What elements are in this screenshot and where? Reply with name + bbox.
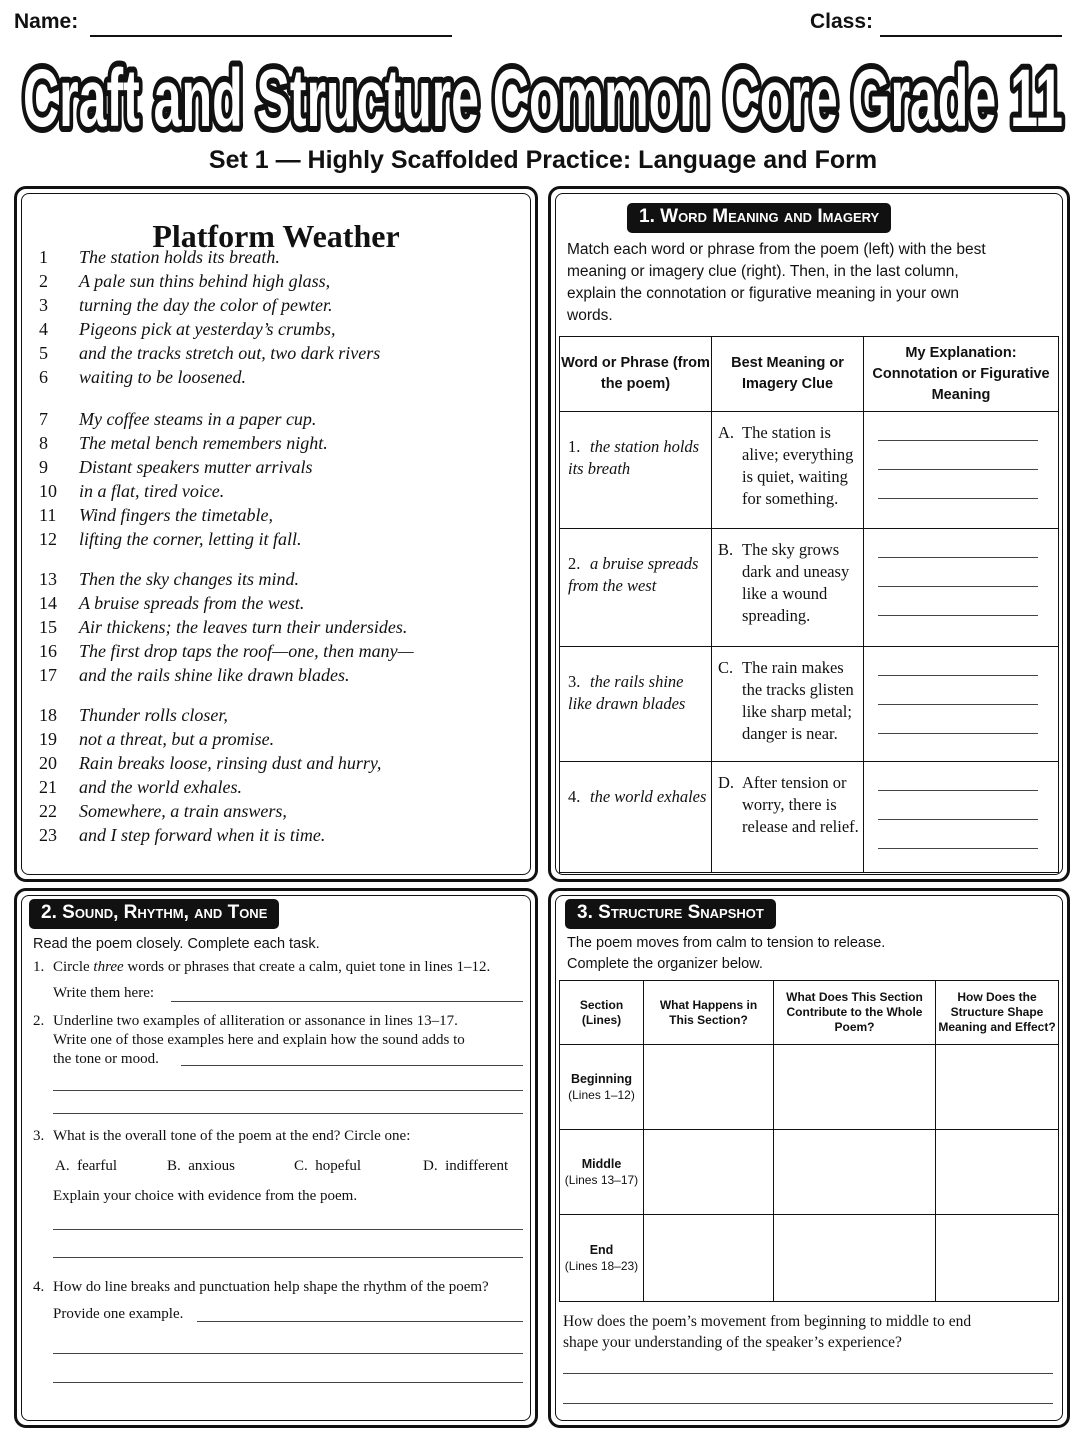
clue-cell: D. After tension or worry, there is release and relief. [712, 762, 864, 873]
student-info-row [14, 10, 1062, 40]
poem-title: Platform Weather [152, 218, 400, 254]
poem-line-number: 5 [39, 343, 48, 363]
poem-line-text: The metal bench remembers night. [79, 433, 328, 453]
poem-line-number: 21 [39, 777, 57, 797]
answer-cell[interactable] [936, 1130, 1059, 1215]
poem-line-text: My coffee steams in a paper cup. [79, 409, 317, 429]
sound-rhythm-panel [14, 888, 538, 1428]
table-row [560, 412, 1059, 529]
answer-cell[interactable] [644, 1130, 774, 1215]
poem-line-text: waiting to be loosened. [79, 367, 246, 387]
poem-line-text: and the world exhales. [79, 777, 242, 797]
choice-c[interactable]: C. hopeful [294, 1158, 362, 1174]
structure-panel [548, 888, 1070, 1428]
q2-answer-line[interactable] [53, 1113, 523, 1114]
poem-line-number: 4 [39, 319, 48, 339]
explanation-cell[interactable] [864, 529, 1059, 647]
reflection-answer-line[interactable] [563, 1373, 1053, 1374]
clue-cell: A. The station is alive; everything is quiet, waiting for something. [712, 412, 864, 529]
col-header-section: Section (Lines) [560, 981, 644, 1045]
poem-line-text: turning the day the color of pewter. [79, 295, 333, 315]
answer-cell[interactable] [774, 1215, 936, 1302]
table-row [560, 1045, 1059, 1130]
reflection-question: How does the poem’s movement from beginning to middle to end shape your understanding of the speaker’s experience? [563, 1313, 972, 1351]
explanation-cell[interactable] [864, 412, 1059, 529]
answer-cell[interactable] [774, 1045, 936, 1130]
poem-line-text: The first drop taps the roof—one, then many— [79, 641, 414, 661]
name-blank[interactable] [90, 35, 452, 37]
worksheet-subtitle: Set 1 — Highly Scaffolded Practice: Language and Form [208, 146, 878, 174]
question-2: 2. Underline two examples of alliteration or assonance in lines 13–17. Write one of those examples here and explain how the sound adds to the tone or mood. [33, 1013, 465, 1067]
worksheet-title [0, 46, 1086, 142]
word-meaning-panel [548, 186, 1070, 882]
poem-line-number: 19 [39, 729, 57, 749]
poem-line-number: 22 [39, 801, 57, 821]
phrase-cell: 1. the station holds its breath [560, 412, 712, 529]
section3-intro: The poem moves from calm to tension to release. Complete the organizer below. [567, 935, 886, 972]
col-header-word: Word or Phrase (from the poem) [560, 337, 712, 412]
poem-line-number: 16 [39, 641, 57, 661]
poem-line-text: Air thickens; the leaves turn their undersides. [79, 617, 408, 637]
table-row [560, 529, 1059, 647]
row-label-middle: Middle (Lines 13–17) [560, 1130, 644, 1215]
poem-line-text: A pale sun thins behind high glass, [79, 271, 331, 291]
poem-line-text: Thunder rolls closer, [79, 705, 228, 725]
poem-line-number: 17 [39, 665, 57, 685]
clue-cell: B. The sky grows dark and uneasy like a wound spreading. [712, 529, 864, 647]
q3-answer-line[interactable] [53, 1229, 523, 1230]
clue-cell: C. The rain makes the tracks glisten like sharp metal; danger is near. [712, 647, 864, 762]
answer-cell[interactable] [644, 1045, 774, 1130]
phrase-cell: 2. a bruise spreads from the west [560, 529, 712, 647]
section3-title: 3. Structure Snapshot [565, 899, 776, 929]
choice-b[interactable]: B. anxious [167, 1158, 235, 1174]
poem-line-text: A bruise spreads from the west. [79, 593, 305, 613]
section1-title: 1. Word Meaning and Imagery [627, 203, 891, 233]
explanation-cell[interactable] [864, 647, 1059, 762]
row-label-end: End (Lines 18–23) [560, 1215, 644, 1302]
poem-line-text: Wind fingers the timetable, [79, 505, 273, 525]
poem-line-text: The station holds its breath. [79, 247, 280, 267]
poem-line-number: 23 [39, 825, 57, 845]
answer-cell[interactable] [644, 1215, 774, 1302]
phrase-cell: 4. the world exhales [560, 762, 712, 873]
poem-line-text: Then the sky changes its mind. [79, 569, 299, 589]
q4-answer-line[interactable] [197, 1321, 523, 1322]
poem-line-number: 6 [39, 367, 48, 387]
poem-line-number: 13 [39, 569, 57, 589]
section2-intro: Read the poem closely. Complete each task. [33, 936, 320, 952]
answer-cell[interactable] [936, 1215, 1059, 1302]
question-3: 3. What is the overall tone of the poem at the end? Circle one: [33, 1128, 411, 1144]
poem-line-text: and I step forward when it is time. [79, 825, 326, 845]
poem-line-text: Somewhere, a train answers, [79, 801, 287, 821]
table-row [560, 762, 1059, 873]
table-row [560, 1130, 1059, 1215]
q1-answer-line[interactable] [171, 1001, 523, 1002]
poem-line-text: Distant speakers mutter arrivals [79, 457, 313, 477]
section1-intro: Match each word or phrase from the poem (left) with the best meaning or imagery clue (right). Then, in the last column, explain the connotation or figurative meaning in your own words. [567, 241, 986, 324]
q4-prompt: Provide one example. [53, 1306, 184, 1322]
col-header-explanation: My Explanation: Connotation or Figurative Meaning [864, 337, 1059, 412]
poem-line-number: 2 [39, 271, 48, 291]
poem-line-number: 8 [39, 433, 48, 453]
q3-explain-label: Explain your choice with evidence from the poem. [53, 1188, 358, 1204]
q3-answer-line[interactable] [53, 1257, 523, 1258]
poem-line-text: and the rails shine like drawn blades. [79, 665, 350, 685]
section2-title: 2. Sound, Rhythm, and Tone [29, 899, 279, 929]
poem-line-number: 12 [39, 529, 57, 549]
row-label-beginning: Beginning (Lines 1–12) [560, 1045, 644, 1130]
reflection-answer-line[interactable] [563, 1403, 1053, 1404]
col-header-happens: What Happens in This Section? [644, 981, 774, 1045]
question-4: 4. How do line breaks and punctuation help shape the rhythm of the poem? [33, 1279, 489, 1295]
word-meaning-table [559, 336, 1059, 873]
class-blank[interactable] [880, 35, 1062, 37]
poem-line-number: 18 [39, 705, 57, 725]
choice-d[interactable]: D. indifferent [423, 1158, 509, 1174]
poem-line-number: 3 [39, 295, 48, 315]
poem-line-text: not a threat, but a promise. [79, 729, 275, 749]
q2-answer-line[interactable] [53, 1090, 523, 1091]
q4-answer-line[interactable] [53, 1353, 523, 1354]
poem-line-number: 10 [39, 481, 57, 501]
structure-organizer [559, 980, 1059, 1302]
q2-answer-line[interactable] [181, 1065, 523, 1066]
poem-line-text: Pigeons pick at yesterday’s crumbs, [79, 319, 336, 339]
poem-line-number: 15 [39, 617, 57, 637]
poem-line-text: lifting the corner, letting it fall. [79, 529, 302, 549]
poem-line-number: 20 [39, 753, 57, 773]
poem-line-number: 1 [39, 247, 48, 267]
table-row [560, 1215, 1059, 1302]
svg-text:Craft and Structure Common Co: Craft and Structure Common Core Grade 11 [23, 53, 1063, 142]
q4-answer-line[interactable] [53, 1382, 523, 1383]
col-header-contribute: What Does This Section Contribute to the Whole Poem? [774, 981, 936, 1045]
poem-line-number: 11 [39, 505, 57, 525]
poem-line-number: 7 [39, 409, 48, 429]
table-row [560, 647, 1059, 762]
poem-line-text: in a flat, tired voice. [79, 481, 225, 501]
poem-panel [14, 186, 538, 882]
answer-cell[interactable] [936, 1045, 1059, 1130]
choice-a[interactable]: A. fearful [55, 1158, 118, 1174]
class-label: Class: [810, 10, 874, 33]
poem-line-number: 14 [39, 593, 57, 613]
q1-write-label: Write them here: [53, 985, 155, 1001]
poem-line-text: and the tracks stretch out, two dark rivers [79, 343, 381, 363]
col-header-clue: Best Meaning or Imagery Clue [712, 337, 864, 412]
name-label: Name: [14, 10, 79, 33]
explanation-cell[interactable] [864, 762, 1059, 873]
poem-line-text: Rain breaks loose, rinsing dust and hurry, [79, 753, 382, 773]
question-1: 1. Circle three words or phrases that create a calm, quiet tone in lines 1–12. [33, 959, 491, 975]
col-header-structure: How Does the Structure Shape Meaning and Effect? [936, 981, 1059, 1045]
poem-line-number: 9 [39, 457, 48, 477]
phrase-cell: 3. the rails shine like drawn blades [560, 647, 712, 762]
answer-cell[interactable] [774, 1130, 936, 1215]
